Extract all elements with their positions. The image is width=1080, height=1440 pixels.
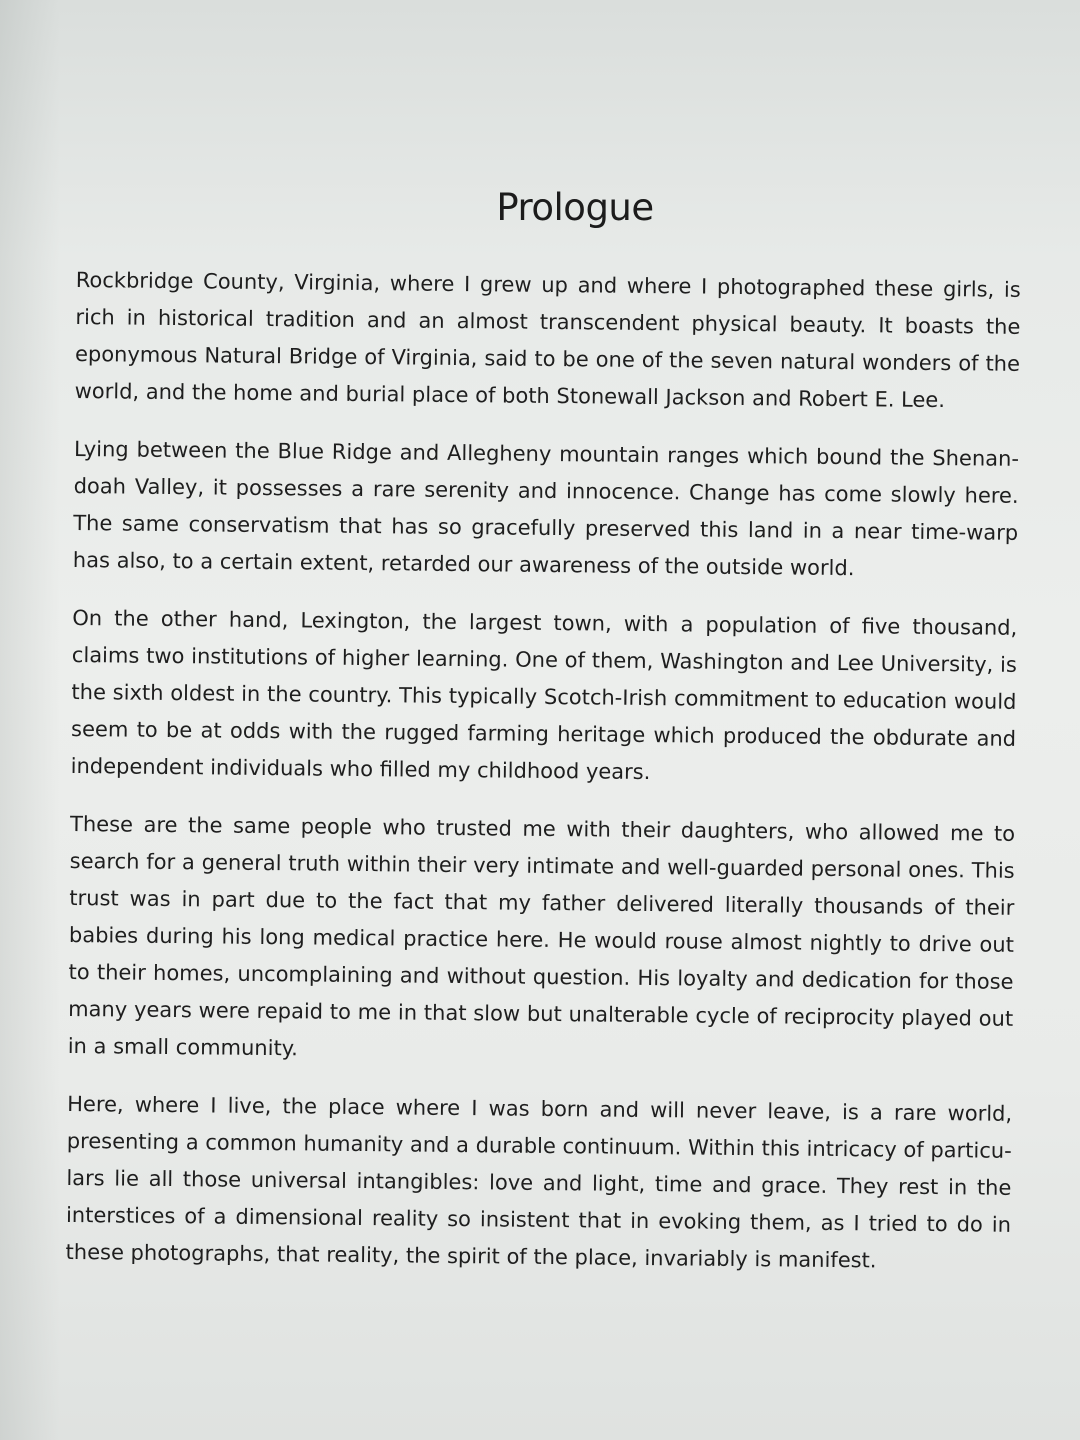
paragraph: Rockbridge County, Virginia, where I grew up and where I photographed these girls, is rich in historical tradition and an almost transcendent physical beauty. It boasts the eponymous Natural Bridge of Virginia, said to be one of the seven natural wonders of the world, and the home and burial place of both Stonewall Jackson and Robert E. Lee. <box>74 267 1021 413</box>
paragraph: Here, where I live, the place where I was born and will never leave, is a rare world, presenting a common humanity and a durable continuum. Within this intricacy of particu-lars lie all those universal intangibles: love and light, time and grace. They rest in the interstices of a dimensional reality so insistent that in evoking them, as I tried to do in these photographs, that reality, the spirit of the place, invariably is manifest. <box>65 1091 1013 1273</box>
paragraph: Lying between the Blue Ridge and Allegheny mountain ranges which bound the Shenan-doah Valley, it possesses a rare serenity and innocence. Change has come slowly here. The same conservatism that has so gracefully preserved this land in a near time-warp has also, to a certain extent, retarded our awareness of the outside world. <box>72 436 1020 581</box>
page-title: Prologue <box>496 186 654 229</box>
prologue-text <box>65 262 1021 1302</box>
paragraph: On the other hand, Lexington, the largest town, with a population of five thousand, claims two institutions of higher learning. One of them, Washington and Lee University, is the sixth oldest in the country. This typically Scotch-Irish commitment to education would seem to be at odds with the rugged farming heritage which produced the obdurate and independent individuals who filled my childhood years. <box>70 605 1018 785</box>
paragraph: These are the same people who trusted me with their daughters, who allowed me to search for a general truth within their very intimate and well-guarded personal ones. This trust was in part due to the fact that my father delivered literally thousands of their babies during his long medical practice here. He would rouse almost nightly to drive out to their homes, uncomplaining and without question. His loyalty and dedication for those many years were repaid to me in that slow but unalterable cycle of reciprocity played out in a small community. <box>67 811 1016 1061</box>
